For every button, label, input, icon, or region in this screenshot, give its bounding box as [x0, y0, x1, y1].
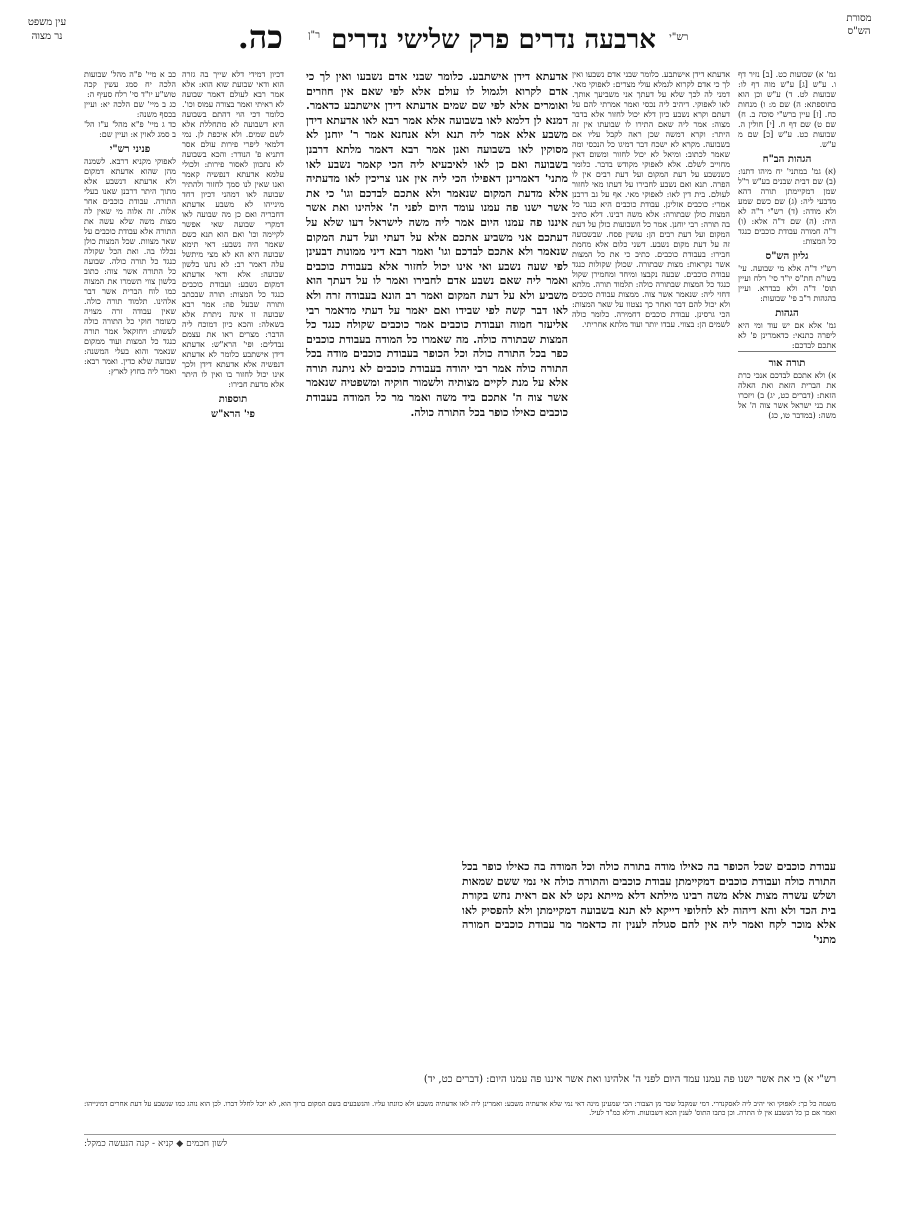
- hagahot-title: הגהות: [775, 308, 799, 319]
- gemara-bottom-text: עבודת כוכבים שכל הכופר בה כאילו מודה בתורה כולה וכל המודה בה כאילו כופר בכל התורה כולה ועבודת כוכבים דמקיימתן עבודת כוכבים והתורה כולה אי נמי ששם שמאות ושלש עשרה מצות אלא משה רבינו מילתא דלא מייתא נקט לא אם ראית נחש בקורת בית הכד ולא והא דיהוה לא לחלופי דייקא לא תנא בשבועה דמקיימתן ולא להפסיק לאו אלא מוכר לקח ואמר ליה אין להם סגולה לענין זה כדאמר מר עבודת כוכבים חמורה מתני': [462, 860, 836, 946]
- torah-or-title: תורה אור: [768, 358, 806, 369]
- page-header: [27, 10, 894, 66]
- ein-mishpat-label: עין משפט נר מצוה: [27, 17, 67, 42]
- hagahot-text: גמ' אלא אם יש עוד ומי היא ליפרה כתנאי: כדאמרינן פ' לא אתכם לבדכם:: [738, 321, 836, 350]
- page-footer: לשון חכמים ◆ קניא - קנה הנעשה כמקל:: [84, 1139, 228, 1149]
- torah-or-text: א) ולא אתכם לבדכם אנכי כרת את הברית הזאת ואת האלה הזאת: (דברים כט, יג) ב) ויזכרו את בני ישראל אשר צוה ה' אל משה: (במדבר טו, כג): [738, 371, 836, 420]
- mesoret-text: גמ' א) שבועות כט. [ב] נזיר דף ו. ע"ש [ג] ע"ש מוה דף לו: שבועות לט. ד) ע"ש וכן הוא בתוספתא: ה) שם מ: ו) מנחות כח. [ז] עיין ברש"י סוכה ב. ח) שם ט) שם דף ח. [י] חולין ה. שבועות כט. ע"ש [כ] שם מ ע"ש.: [738, 70, 836, 149]
- bottom-notes: משמה כל כך: לאפוקי ואי יהיב ליה לאסקנדרי. דמי שמקבל שכר מן הצבור: הכי שמעינן מינה דאי נמי שלא אדעתיה משבע: ואמרינן ליה לאו אדעתיה משבע ולא כוונתו עליו. והנשבעים בשם המקום ברוך הוא, לא יוכל לחלל דברו. לכן הוא נוהג כמו שנשבע על דעת אחרים דמינייהו: ואמר אם כן כל הנשבע אין לו התרה. וכן כתבו התוס' לענין הכא דשבועות. ודלא כמ"ד לעיל.: [84, 1100, 836, 1117]
- hagahot-habach-title: הגהות הב"ח: [762, 154, 812, 165]
- gemara-column: [306, 70, 568, 850]
- ein-mishpat-entry: כד ג מיי' פ"א מהל' ע"ז הל' ב סמג לאוין א: ועיין שם:: [84, 120, 176, 139]
- rashi-text: אדעתא דידן אישתבע. כלומר שבני אדם נשבעו ואין לך כי אדם לקרוא לגמלא עולי מצרים: לאפוקי מאי. דמני לה לכך שלא על דעתך אני משביעך אותך. לאו לאפוקי. דיהיב ליה נכסי ואמר אמרתי להם על דעתם וקרא נשבע כיון דלא יכול לחזור אלא בדבר מצוה: אמר ליה שאם התירו לו שבועתו אין זה היתר: וקרא דמשה שכן ראה לקבל עליו אם בשבועה. מקרא לא ישכח דבר דמיגו כל הנכסי ומה שאמר לכתוב: ומיאל לא יכול לחזור ומשום דאין מחוייב לשלם. אלא לאפוקי מקודש בדבר. כלומר כשנשבע על דעת המקום ועל דעת רבים אין לו הפרה. תנא ואם נשבע לחבירו על דעתו מאי לחזור לעולם. בית דין לאו: לאפוקי מאי. אף על גב דרבנן אמרי: כוכבים אזלינן. עבודת כוכבים היא כנגד כל המצות כולן שבתורה: אלא משה רבינו. דלא כתיב בה תורה: רבי יוחנן. אמר כל השבועות כולן על דעת המקום ועל דעת רבים הן: עושין פסח. שבשבועה זה על דעת מקום נשבע. דשני כלום אלא מחמת חבירו: בעבודת כוכבים. כתיב כי את כל המצות אשר נקראות: מצות שבתורה. שכולן שקולות כנגד עבודת כוכבים. שבעה נקבצו ומיחד ומחמירן שקול כנגד כל המצות שבתורה כולה: תלמוד תורה. מלתא דחזי ליה: שנאמר אשר צוה. ממצות עבודת כוכבים ולא יכול להם דבר ואחר כך נצטוו על שאר המצות: הכי גרסינן. עבודת כוכבים דחמירה. כלומר כולה לשמים הן: בצווי. עבדו יותר ועוד מלתא אחריתי.: [572, 70, 730, 329]
- daf-number: כה.: [237, 18, 283, 56]
- title-line: [132, 18, 802, 56]
- tosafot-column: [182, 70, 284, 1055]
- gilyon-title: גליון הש"ס: [765, 251, 809, 262]
- gilyon-text: רש"י ד"ה אלא מי שבועה. עי' בשו"ת חת"ס יו"ד סי' רלח ועיין תוס' ד"ה ולא כבדרא. ועיין בהגהות ר"ב פי' שבועות:: [738, 264, 836, 303]
- rosh-title: פי' הרא"ש: [211, 409, 255, 420]
- rashi-label: רש"י: [669, 32, 689, 43]
- tosafot-title: תוספות: [218, 394, 248, 405]
- tractate-title: ארבעה נדרים פרק שלישי נדרים: [331, 25, 656, 55]
- ein-mishpat-entry: כב א מיי' פ"ה מהל' שבועות הלכה יח סמג עשין קכה טוש"ע יו"ד סי' רלח סעיף ה:: [84, 70, 176, 99]
- ran-label: ר"ן: [307, 30, 321, 41]
- rashi-column: [572, 70, 730, 850]
- pninei-rashi-title: פניני רש"י: [109, 144, 151, 155]
- hagahot-habach-text: (א) גמ' במתני' יח מיהו דתנו: (ב) שם דבית שבנים בע"ש ר"ל שמן דמקיימתן תורה דהא מדבעי ליה: (ג) שם כשם שמע ולא מודה: (ד) רש"י ד"ה לא היה: (ה) שם ד"ה אלא: (ו) ד"ה חמורה עבודת כוכבים כנגד כל המצות:: [738, 167, 836, 246]
- pninei-rashi-text: לאפוקי מקניא דרבא. לשמנה מהן שהוא אדעתא דמקום ולא אדעתא דנשבע אלא מתוך היתר דרבנן שאנו בעלי התורה. עבודת כוכבים אחר אלוה. זה אלוה מי שאין לה מצות משה שלא עשה את התורה אלא עבודת כוכבים על שאר מצוות. שכל המצות כולן נכללו בה. ואת הכל שקולה כנגד כל תורה כולה. שבועה כל התורה אשר צוה: כתוב בלשון צווי תשמרו את המצוה כמו לוח הברית אשר דבר אלהינו. תלמוד תורה כולה. שאין עבודה זרה מצויה כשומר חוקי כל התורה כולה לעשות: ויחזקאל אמר תורה כנגד כל המצות ועוד ממקום שנאמר והוא בעלי המשנה: שבועה שלא כדין. ואמר רבא: ואמר ליה בחוץ לארץ:: [84, 157, 176, 376]
- mesoret-label: מסורת הש"ס: [846, 13, 872, 37]
- gemara-bottom-block: [462, 860, 836, 1060]
- torah-or-box: [738, 351, 836, 421]
- ein-mishpat-entry: כג ב מיי' שם הלכה יא: ועיין בכסף משנה:: [84, 100, 176, 119]
- bottom-verse: רש"י א) כי את אשר ישנו פה עמנו עמד היום לפני ה' אלהינו ואת אשר איננו פה עמנו היום: (דברים כט, יד): [423, 1074, 836, 1085]
- mesoret-column: [738, 70, 836, 850]
- gemara-text: אדעתא דידן אישתבע. כלומר שבני אדם נשבעו ואין לך כי אדם לקרוא ולגמול לו עולם אלא לפי שאם אין חוזרים ואומרים אלא לפי שם שמים אדעתא דידן אישתבע כדאמר. דמנא לן דלמא לאו בשבועה אלא אמר רבא לאו אדעתא דידן משבע אלא אמר ליה תנא ולא אנחנא אמר ר' יוחנן לא מסוקין לאו בשבועה ואנן אמר רבא דאמר מלתא דרבנן בשבועה ואם כן לאו לאיבעיא ליה הכי קאמר נשבע לאו מתני' דאמרינן דאפילו הכי ליה אין אנו צריכין לאו מדעתיה אלא מדעת המקום שנאמר ולא אתכם לבדכם וגו' כי את אשר ישנו פה עמנו עומד היום לפני ה' אלהינו ואת אשר איננו פה עמנו היום אמר ליה משה לישראל דעו שלא על דעתכם אני משביע אתכם אלא על דעתי ועל דעת המקום שנאמר ולא אתכם לבדכם וגו' ואמר רבא דיני ממונות דבעינן לפי שעה נשבע ואי אינו יכול לחזור אלא בעבודת כוכבים ואמר ליה שאם נשבע אדם לחבירו ואמר לו על דעתך הוא משביע ולא על דעת המקום ואמר רב הונא בעבודה זרה ולא לאו דבר קשה לפי שבידו ואם יאמר על דעתי מדאמר רבי אליעזר חמוה ועבודת כוכבים אמר כוכבים שקולה כנגד כל המצות שבתורה כולה. מה שאמרו כל המודה בעבודת כוכבים כפר בכל התורה כולה וכל הכופר בעבודת כוכבים מודה בכל התורה כולה אמר רבי יהודה בעבודת כוכבים לא ניתנה תורה אלא על מנת לקיים מצותיה ולשמור חוקיה ומשפטיה שנאמר אשר צוה ה' אתכם ביד משה ואמר מר כל המודה בעבודת כוכבים כאילו כופר בכל התורה כולה.: [306, 70, 568, 419]
- footer-divider: [84, 1134, 836, 1135]
- ein-mishpat-column: [84, 70, 176, 930]
- tosafot-text: דכיון דמידי דלא שייך בה גזרה הוא ודאי שבועת שוא הוא: אלא אמר רבא לעולם דאמר שבועה לא ראיתי ואמר בצורה עמוס וכו'. כלומר דכי הוי דהתם בשבועה היא דשבועה לא מתחללת אלא לשם שמים. ולא איכפת לן. נמי דלמאי ליפרי פירות עולם אסר דתניא פ' הנודר: והכא בשבועה לא נתכוון לאסור פירות: ולכולי עלמא אדעתא דנפשיה קאמר ואנו שאין לנו סמך לחזור ולהתיר שבועה לאו דמהני דכיון דחד מינייהו לא משבע אדעתא דחבריה ואם כן מה שבועה לאו דמקרי שבועה שאי אפשר לקיימה וכו' ואם הוא תנא כשם שאמר היה נשבע: דאי תימא שבועה היא הא לא מצי מיתשל עלה דאמר רב: לא נתנו בלשון שבועה: אלא ודאי אדעתא דמקום נשבע: ועבודת כוכבים כנגד כל המצות: תורה שבכתב ותורה שבעל פה: אמר רבא שבועה זו אינה ניתרת אלא בשאלה: והכא כיון דמוכח ליה הדבר: מצרים ראו את עצמם נבדלים: ופי' הרא"ש: אדעתא דידן אישתבע כלומר לא אדעתא דנפשיה אלא אדעתא דידן ולכך אינו יכול לחזור בו ואין לו היתר אלא מדעת חבירו:: [182, 70, 284, 389]
